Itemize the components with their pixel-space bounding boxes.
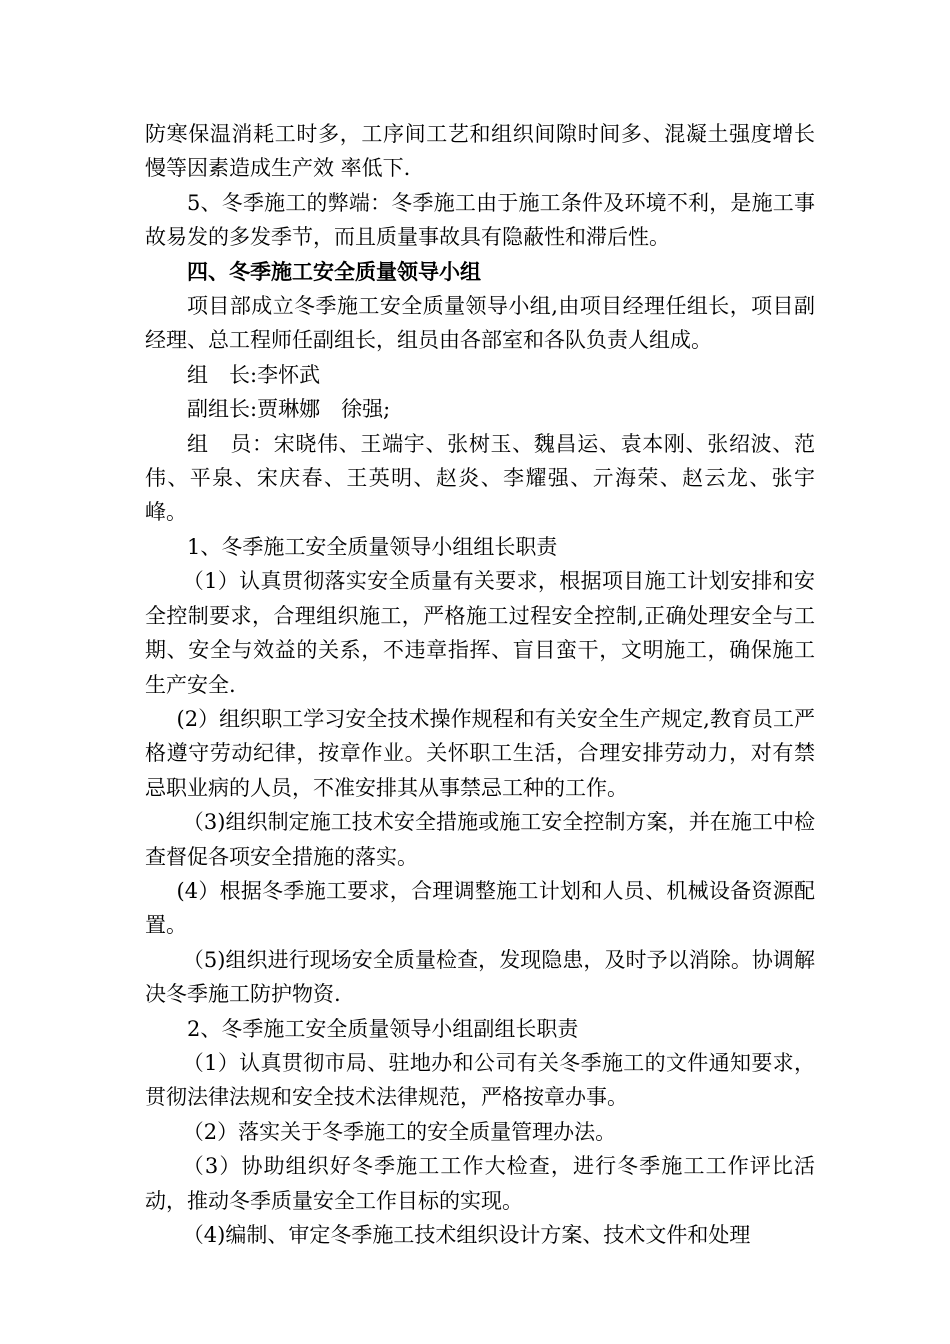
paragraph-group-setup: 项目部成立冬季施工安全质量领导小组,由项目经理任组长，项目副经理、总工程师任副组长，组员由各部室和各队负责人组成。 [145,294,815,353]
subsection-leader-duties: 1、冬季施工安全质量领导小组组长职责 [187,534,558,559]
group-members: 组 员：宋晓伟、王端宇、张树玉、魏昌运、袁本刚、张绍波、范伟、平泉、宋庆春、王英明、赵炎、李耀强、亓海荣、赵云龙、张宇峰。 [145,431,815,525]
paragraph-disadvantages: 5、冬季施工的弊端：冬季施工由于施工条件及环境不利，是施工事故易发的多发季节，而且质量事故具有隐蔽性和滞后性。 [145,190,815,250]
deputy-duty-3: （3）协助组织好冬季施工工作大检查，进行冬季施工工作评比活动，推动冬季质量安全工作目标的实现。 [145,1154,815,1213]
document-page [145,117,815,1252]
group-deputy: 副组长:贾琳娜 徐强; [187,397,391,422]
deputy-duty-4: （4)编制、审定冬季施工技术组织设计方案、技术文件和处理 [182,1223,751,1247]
section-heading-4: 四、冬季施工安全质量领导小组 [187,258,481,284]
leader-duty-2: (2）组织职工学习安全技术操作规程和有关安全生产规定,教育员工严格遵守劳动纪律，按章作业。关怀职工生活，合理安排劳动力，对有禁忌职业病的人员，不准安排其从事禁忌工种的工作。 [145,706,815,800]
deputy-duty-1: （1）认真贯彻市局、驻地办和公司有关冬季施工的文件通知要求，贯彻法律法规和安全技术法律规范，严格按章办事。 [145,1050,815,1110]
leader-duty-5: （5)组织进行现场安全质量检查，发现隐患，及时予以消除。协调解决冬季施工防护物资. [145,947,815,1007]
group-leader: 组 长:李怀武 [187,362,321,387]
deputy-duty-2: （2）落实关于冬季施工的安全质量管理办法。 [182,1119,617,1144]
leader-duty-3: （3)组织制定施工技术安全措施或施工安全控制方案，并在施工中检查督促各项安全措施的落实。 [145,810,815,869]
leader-duty-4: (4）根据冬季施工要求，合理调整施工计划和人员、机械设备资源配置。 [145,878,815,938]
paragraph-continuation: 防寒保温消耗工时多，工序间工艺和组织间隙时间多、混凝土强度增长慢等因素造成生产效 率低下. [145,122,815,181]
leader-duty-1: （1）认真贯彻落实安全质量有关要求，根据项目施工计划安排和安全控制要求，合理组织施工，严格施工过程安全控制,正确处理安全与工期、安全与效益的关系，不违章指挥、盲目蛮干，文明施工，确保施工生产安全. [145,569,815,697]
subsection-deputy-duties: 2、冬季施工安全质量领导小组副组长职责 [187,1016,579,1041]
